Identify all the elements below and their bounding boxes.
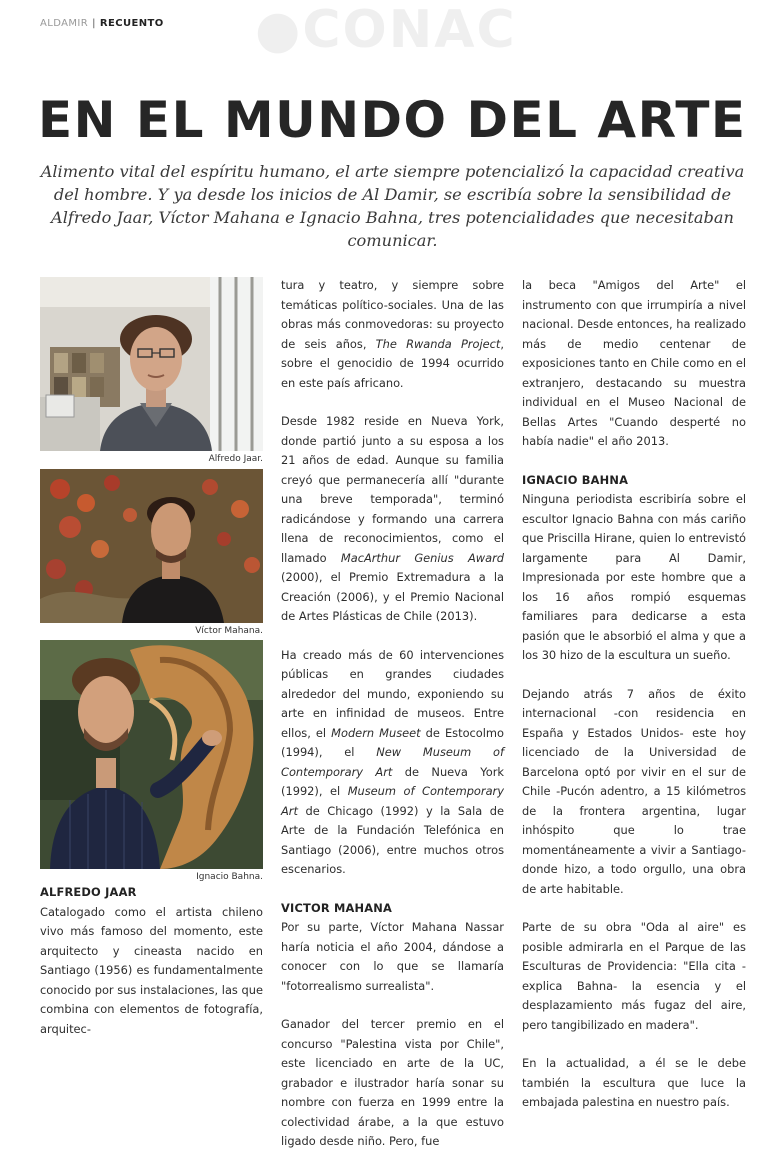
ignacio-paragraph-1: Ninguna periodista escribiría sobre el escultor Ignacio Bahna con más cariño que Priscilla Hirane, quien lo entrevistó largamente para Al Damir, Impresionada por este hombre que a los 16 años rompió esquemas familiares para dedicarse a esta pasión que le absorbió el alma y que a los 30 hizo de la escultura un sueño. [522,492,746,662]
running-header [40,18,164,29]
award-macarthur: MacArthur Genius Award [340,550,504,565]
lead-paragraph: Alimento vital del espíritu humano, el arte siempre potencializó la capacidad creativa del hombre. Y ya desde los inicios de Al Damir, se escribía sobre la sensibilidad de Alfredo Jaar, Víctor Mahana e Ignacio Bahna, tres potencialidades que necesitaban comunicar. [40,162,745,250]
article-column-3 [522,276,746,1113]
photo-caption-ignacio: Ignacio Bahna. [196,872,263,882]
header-separator: | [92,18,96,29]
ignacio-paragraph-4: En la actualidad, a él se le debe también la escultura que luce la embajada palestina en nuestro país. [522,1056,746,1109]
work-title-rwanda: The Rwanda Project [375,336,501,351]
alfredo-paragraph-1: Catalogado como el artista chileno vivo más famoso del momento, este arquitecto y cineasta nacido en Santiago (1956) es fundamentalmente conocido por sus instalaciones, las que combina con elementos de fotografía, arquitec- [40,904,263,1036]
page-title: EN EL MUNDO DEL ARTE [38,91,747,149]
heading-ignacio-bahna: IGNACIO BAHNA [522,472,629,487]
victor-paragraph-2-continued: la beca "Amigos del Arte" el instrumento con que irrumpiría a nivel nacional. Desde entonces, ha realizado más de medio centenar de exposiciones tanto en Chile como en el extranjero, destacando su muestra individual en el Museo Nacional de Bellas Artes "Cuando desperté no había nadie" el año 2013. [522,278,746,448]
background-watermark: ●CONAC [255,0,517,60]
heading-alfredo-jaar: ALFREDO JAAR [40,885,137,899]
photo-caption-victor: Víctor Mahana. [195,626,263,636]
photo-alfredo-jaar [40,277,263,451]
magazine-brand: ALDAMIR [40,18,89,29]
heading-victor-mahana: VICTOR MAHANA [281,900,393,915]
ignacio-paragraph-2: Dejando atrás 7 años de éxito internacional -con residencia en España y Estados Unidos- este hoy licenciado de la Universidad de Barcelona optó por vivir en el sur de Chile -Pucón adentro, a 15 kilómetros de la frontera argentina, lugar inhóspito que lo trae momentáneamente a vivir a Santiago- donde hizo, a todo orgullo, una obra de arte habitable. [522,686,746,896]
article-column-1 [40,883,263,1058]
photo-ignacio-bahna [40,640,263,869]
alfredo-paragraph-3: Ha creado más de 60 intervenciones públicas en grandes ciudades alrededor del mundo, exponiendo su arte en infinidad de museos. Entre ellos, el Modern Museet de Estocolmo (1994), el New Museum of Contemporary Art de Nueva York (1992), el Museum of Contemporary Art de Chicago (1992) y la Sala de Arte de la Fundación Telefónica en Santiago (2006), entre muchos otros escenarios. [281,647,505,876]
victor-paragraph-1: Por su parte, Víctor Mahana Nassar haría noticia el año 2004, dándose a conocer con lo que se llamaría "fotorrealismo surrealista". [281,920,504,993]
alfredo-paragraph-1-continued: tura y teatro, y siempre sobre temáticas político-sociales. Una de las obras más conmovedoras: su proyecto de seis años, The Rwanda Project, sobre el genocidio de 1994 ocurrido en este país africano. [281,278,504,390]
photo-victor-mahana [40,469,263,623]
victor-paragraph-2: Ganador del tercer premio en el concurso "Palestina vista por Chile", este licenciado en arte de la UC, grabador e ilustrador haría sonar su nombre con fuerza en 1999 entre la colectividad árabe, a la que estuvo ligado desde niño. Pero, fue [281,1017,504,1148]
ignacio-paragraph-3: Parte de su obra "Oda al aire" es posible admirarla en el Parque de las Esculturas de Providencia: "Ella cita -explica Bahna- la esencia y el desplazamiento más fugaz del aire, pero tangibilizado en madera". [522,920,746,1032]
article-column-2 [281,276,504,1152]
section-name: RECUENTO [99,18,164,29]
photo-caption-alfredo: Alfredo Jaar. [208,454,263,464]
alfredo-paragraph-2: Desde 1982 reside en Nueva York, donde partió junto a su esposa a los 21 años de edad. Aunque su familia creyó que permanecería allí "durante una breve temporada", terminó radicándose y formando una carrera llena de reconocimientos, como el llamado MacArthur Genius Award (2000), el Premio Extremadura a la Creación (2006), y el Premio Nacional de Artes Plásticas de Chile (2013). [281,414,504,623]
